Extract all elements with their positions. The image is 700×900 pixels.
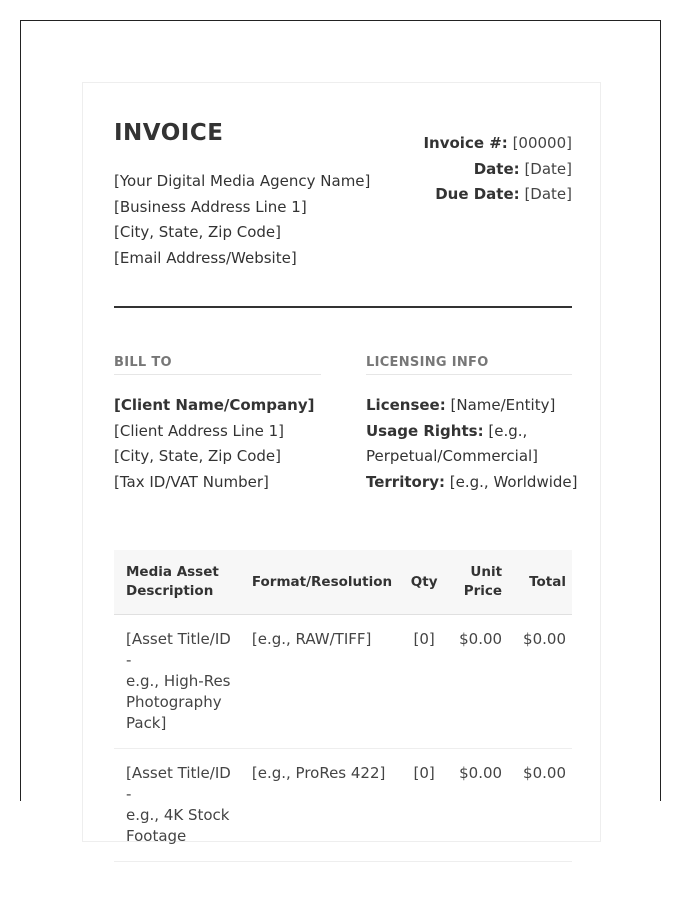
row-unit-price: $0.00	[444, 749, 508, 862]
invoice-date-row	[423, 157, 572, 183]
invoice-number-value: [00000]	[512, 134, 572, 152]
row-format: [e.g., ProRes 422]	[240, 749, 398, 862]
row-unit-price: $0.00	[444, 615, 508, 749]
client-name: [Client Name/Company]	[114, 396, 315, 414]
usage-rights-value-1: [e.g.,	[488, 421, 528, 440]
row-total: $0.00	[508, 615, 572, 749]
header-format: Format/Resolution	[240, 550, 398, 615]
usage-rights-value-2: Perpetual/Commercial]	[366, 447, 539, 465]
invoice-date-label: Date:	[473, 159, 520, 178]
header-unit-price	[444, 550, 508, 615]
header-qty: Qty	[398, 550, 444, 615]
usage-rights-label: Usage Rights:	[366, 421, 484, 440]
row-description-line: Photography	[126, 693, 222, 711]
row-qty: [0]	[398, 749, 444, 862]
company-name: [Your Digital Media Agency Name]	[114, 172, 371, 190]
row-description-line: e.g., High-Res	[126, 672, 231, 690]
header-unit-price-line-1: Unit	[470, 564, 503, 580]
company-address: [Business Address Line 1]	[114, 197, 307, 216]
document-frame	[20, 20, 661, 845]
header-unit-price-line-2: Price	[463, 583, 503, 599]
company-city: [City, State, Zip Code]	[114, 223, 282, 241]
row-total: $0.00	[508, 749, 572, 862]
table-row	[114, 749, 572, 862]
row-qty: [0]	[398, 615, 444, 749]
invoice-date-value: [Date]	[524, 159, 572, 178]
invoice-title: INVOICE	[114, 120, 224, 146]
line-items-table	[114, 550, 572, 862]
invoice-due-row	[423, 182, 572, 208]
licensee-row	[366, 393, 572, 419]
usage-rights-row	[366, 419, 572, 445]
client-city: [City, State, Zip Code]	[114, 447, 282, 465]
invoice-page	[82, 82, 601, 845]
client-address: [Client Address Line 1]	[114, 421, 284, 440]
row-description-line: [Asset Title/ID -	[126, 764, 231, 803]
client-tax-id: [Tax ID/VAT Number]	[114, 472, 269, 491]
header-description	[114, 550, 240, 615]
invoice-meta	[423, 131, 572, 208]
company-info	[114, 169, 370, 271]
row-description-line: Footage	[126, 827, 187, 845]
territory-value: [e.g., Worldwide]	[449, 472, 578, 491]
invoice-due-value: [Date]	[524, 185, 572, 203]
row-description-line: [Asset Title/ID -	[126, 630, 231, 669]
licensee-value: [Name/Entity]	[450, 396, 556, 414]
licensing-details	[366, 393, 578, 495]
row-description-line: Pack]	[126, 714, 167, 732]
header-description-line-2: Description	[126, 583, 214, 599]
bill-to-details	[114, 393, 314, 495]
bill-to-heading: BILL TO	[114, 355, 321, 375]
table-row	[114, 615, 572, 749]
header-divider	[114, 306, 572, 308]
licensing-heading: LICENSING INFO	[366, 355, 572, 375]
territory-label: Territory:	[366, 472, 445, 491]
invoice-number-row	[423, 131, 572, 157]
header-total: Total	[508, 550, 572, 615]
table-header-row	[114, 550, 572, 615]
licensee-label: Licensee:	[366, 396, 446, 414]
row-format: [e.g., RAW/TIFF]	[240, 615, 398, 749]
row-description	[114, 615, 240, 749]
company-contact: [Email Address/Website]	[114, 248, 297, 267]
invoice-number-label: Invoice #:	[423, 134, 508, 152]
header-description-line-1: Media Asset	[126, 564, 219, 580]
invoice-due-label: Due Date:	[435, 185, 520, 203]
row-description	[114, 749, 240, 862]
row-description-line: e.g., 4K Stock	[126, 806, 230, 824]
territory-row	[366, 470, 578, 496]
